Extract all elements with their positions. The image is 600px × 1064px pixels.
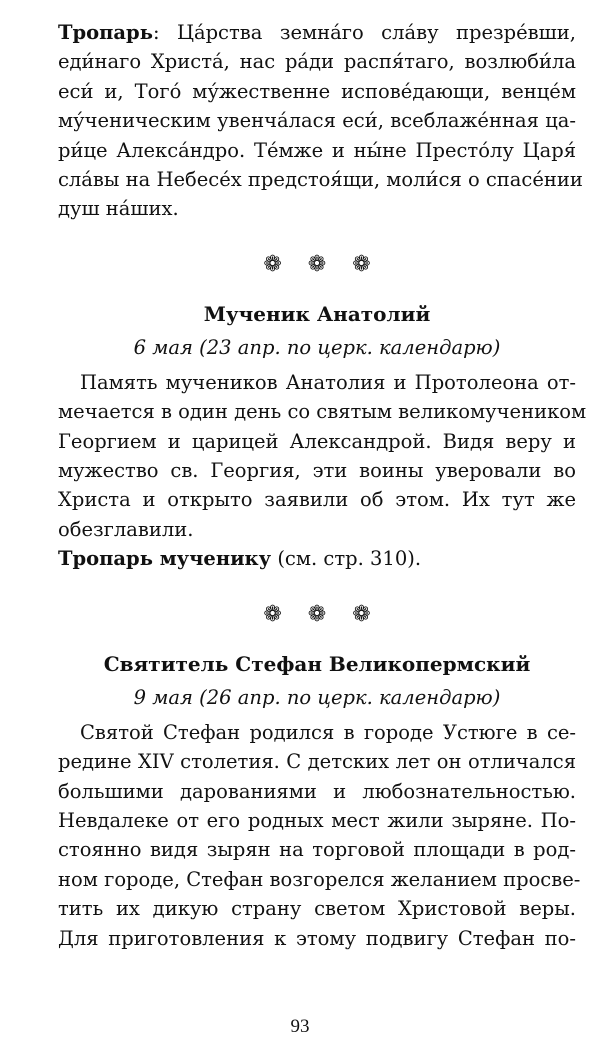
troparion-line: ри́це Алекса́ндро. Те́мже и ны́не Престо́лу Царя́: [58, 138, 576, 162]
stefan-line: большими дарованиями и любознательностью.: [58, 779, 576, 803]
anatoly-troparion-label: Тропарь мученику: [58, 547, 272, 571]
troparion-line-1: Тропарь: Ца́рства земна́го сла́ву презре́вши,: [58, 21, 576, 44]
page-content: [58, 18, 587, 953]
flower-ornament-icon: ❁: [307, 251, 353, 277]
stefan-line: тить их дикую страну светом Христовой веры.: [58, 897, 576, 921]
anatoly-line: обезглавили.: [58, 517, 194, 541]
troparion-line: еди́наго Христа́, нас ра́ди распя́таго, возлюби́ла: [58, 50, 576, 74]
flower-ornament-icon: ❁: [307, 601, 353, 627]
stefan-line: Невдалеке от его родных мест жили зыряне. По-: [58, 808, 576, 832]
section-title-anatoly: Мученик Анатолий: [203, 301, 431, 326]
stefan-paragraph: [58, 718, 581, 953]
flower-ornament-icon: ❁: [263, 601, 308, 627]
troparion-paragraph: [58, 18, 583, 224]
section-separator: [84, 598, 576, 632]
anatoly-line: Память мучеников Анатолия и Протолеона от-: [80, 370, 576, 394]
stefan-line: Святой Стефан родился в городе Устюге в се-: [80, 720, 576, 744]
flower-ornament-icon: ❁: [263, 251, 308, 277]
troparion-label: Тропарь: [58, 21, 153, 44]
anatoly-line: мужество св. Георгия, эти воины уверовали во: [58, 459, 576, 483]
troparion-line: му́ченическим увенча́лася еси́, всеблаже́нная ца-: [58, 109, 576, 133]
page-number: 93: [290, 1016, 310, 1037]
anatoly-line: Христа и открыто заявили об этом. Их тут же: [58, 488, 576, 512]
anatoly-paragraph: [58, 368, 587, 574]
section-title-stefan: Святитель Стефан Великопермский: [103, 651, 531, 676]
stefan-line: ном городе, Стефан возгорелся желанием просве-: [58, 867, 581, 891]
anatoly-troparion-line: [58, 544, 576, 573]
stefan-line: Для приготовления к этому подвигу Стефан по-: [58, 926, 576, 950]
stefan-line: редине XIV столетия. С детских лет он отличался: [58, 750, 576, 774]
section-separator: [84, 248, 576, 282]
anatoly-troparion-ref: (см. стр. 310).: [271, 547, 422, 571]
flower-ornament-icon: ❁: [352, 251, 397, 277]
anatoly-line: мечается в один день со святым великомучеником: [58, 400, 587, 424]
section-date-anatoly: 6 мая (23 апр. по церк. календарю): [133, 335, 501, 359]
section-date-stefan: 9 мая (26 апр. по церк. календарю): [133, 685, 501, 709]
troparion-line: сла́вы на Небесе́х предстоя́щи, моли́ся о спасе́нии: [58, 168, 583, 192]
stefan-line: стоянно видя зырян на торговой площади в род-: [58, 838, 576, 862]
troparion-line: еси́ и, Того́ му́жественне испове́дающи, венце́м: [58, 79, 576, 103]
flower-ornament-icon: ❁: [352, 601, 397, 627]
troparion-line: душ на́ших.: [58, 197, 179, 221]
anatoly-line: Георгием и царицей Александрой. Видя веру и: [58, 429, 576, 453]
